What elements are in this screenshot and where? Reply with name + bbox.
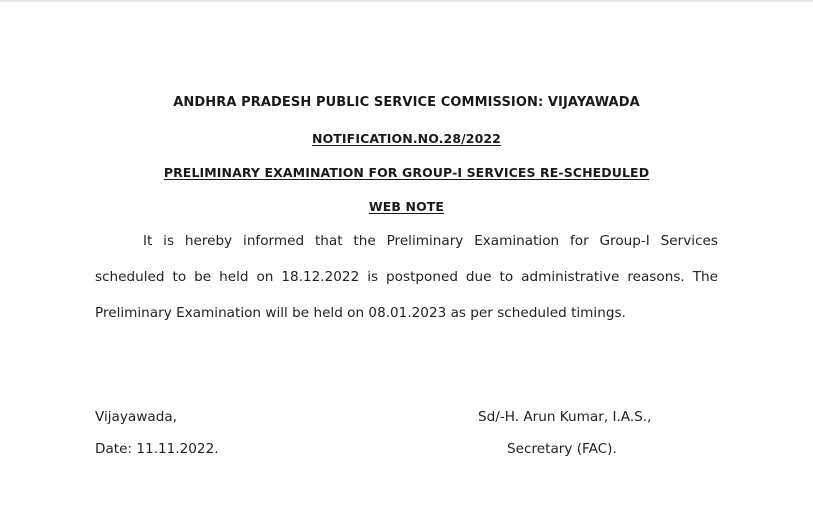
signatory-name: Sd/-H. Arun Kumar, I.A.S., xyxy=(478,409,652,425)
notice-subject: PRELIMINARY EXAMINATION FOR GROUP-I SERVICES RE-SCHEDULED xyxy=(163,165,650,180)
notification-number: NOTIFICATION.NO.28/2022 xyxy=(312,131,501,146)
issue-date: Date: 11.11.2022. xyxy=(95,441,219,457)
signatory-designation: Secretary (FAC). xyxy=(507,441,617,457)
commission-title: ANDHRA PRADESH PUBLIC SERVICE COMMISSION: VIJAYAWADA xyxy=(173,95,640,110)
notice-body-paragraph: It is hereby informed that the Preliminary Examination for Group-I Services scheduled to be held on 18.12.2022 is postponed due to administrative reasons. The Preliminary Examination will be held on 08.01.2023 as per scheduled timings. xyxy=(95,233,718,321)
top-divider xyxy=(0,0,813,2)
issue-place: Vijayawada, xyxy=(95,409,177,425)
web-note-label: WEB NOTE xyxy=(368,199,445,214)
